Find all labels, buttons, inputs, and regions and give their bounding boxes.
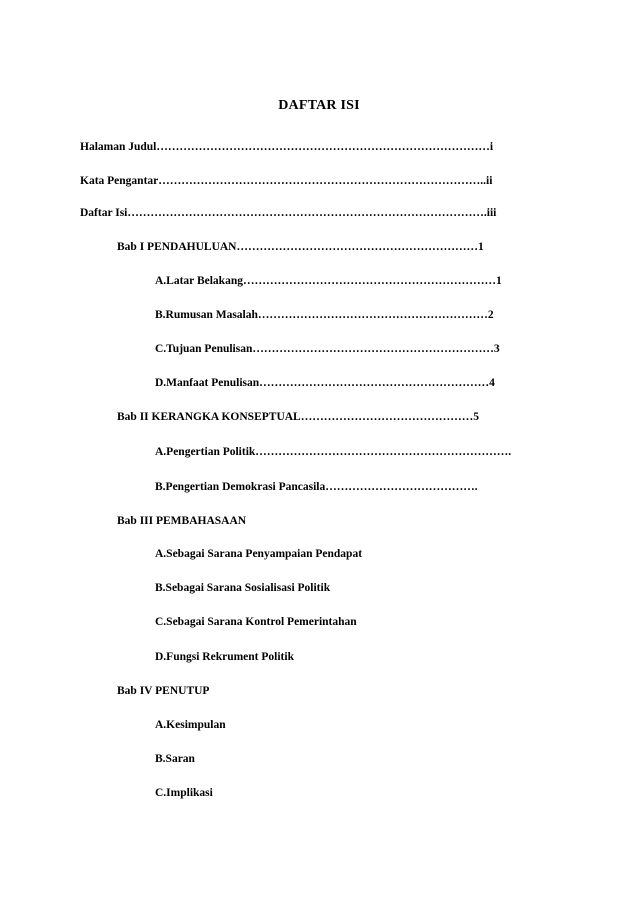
toc-entry-kata-pengantar: Kata Pengantar…………………………………………………………………………..ii: [80, 175, 493, 187]
toc-entry-bab-3-a: A.Sebagai Sarana Penyampaian Pendapat: [155, 548, 363, 560]
toc-entry-bab-3-d: D.Fungsi Rekrument Politik: [155, 651, 294, 663]
toc-entry-bab-1-a: A.Latar Belakang…………………………………………………………1: [155, 275, 502, 287]
toc-entry-daftar-isi: Daftar Isi………………………………………………………………………………….iii: [80, 207, 497, 219]
toc-entry-bab-4-c: C.Implikasi: [155, 787, 213, 799]
toc-entry-bab-2: Bab II KERANGKA KONSEPTUAL………………………………………5: [117, 411, 479, 423]
toc-entry-bab-4-a: A.Kesimpulan: [155, 719, 226, 731]
toc-entry-bab-1: Bab I PENDAHULUAN………………………………………………………1: [117, 241, 484, 253]
toc-entry-bab-4: Bab IV PENUTUP: [117, 685, 210, 697]
toc-entry-bab-3-b: B.Sebagai Sarana Sosialisasi Politik: [155, 582, 331, 594]
toc-entry-bab-3: Bab III PEMBAHASAAN: [117, 515, 247, 527]
toc-entry-bab-1-c: C.Tujuan Penulisan………………………………………………………3: [155, 343, 500, 355]
toc-entry-bab-3-c: C.Sebagai Sarana Kontrol Pemerintahan: [155, 616, 357, 628]
toc-entry-bab-1-b: B.Rumusan Masalah……………………………………………………2: [155, 309, 494, 321]
toc-entry-bab-1-d: D.Manfaat Penulisan……………………………………………………4: [155, 377, 495, 389]
toc-entry-bab-4-b: B.Saran: [155, 753, 195, 765]
toc-entry-bab-2-a: A.Pengertian Politik………………………………………………………….: [155, 446, 512, 458]
toc-entry-halaman-judul: Halaman Judul……………………………………………………………………………i: [80, 141, 494, 153]
toc-entry-bab-2-b: B.Pengertian Demokrasi Pancasila………………………………….: [155, 481, 478, 493]
page-title: DAFTAR ISI: [278, 98, 360, 113]
